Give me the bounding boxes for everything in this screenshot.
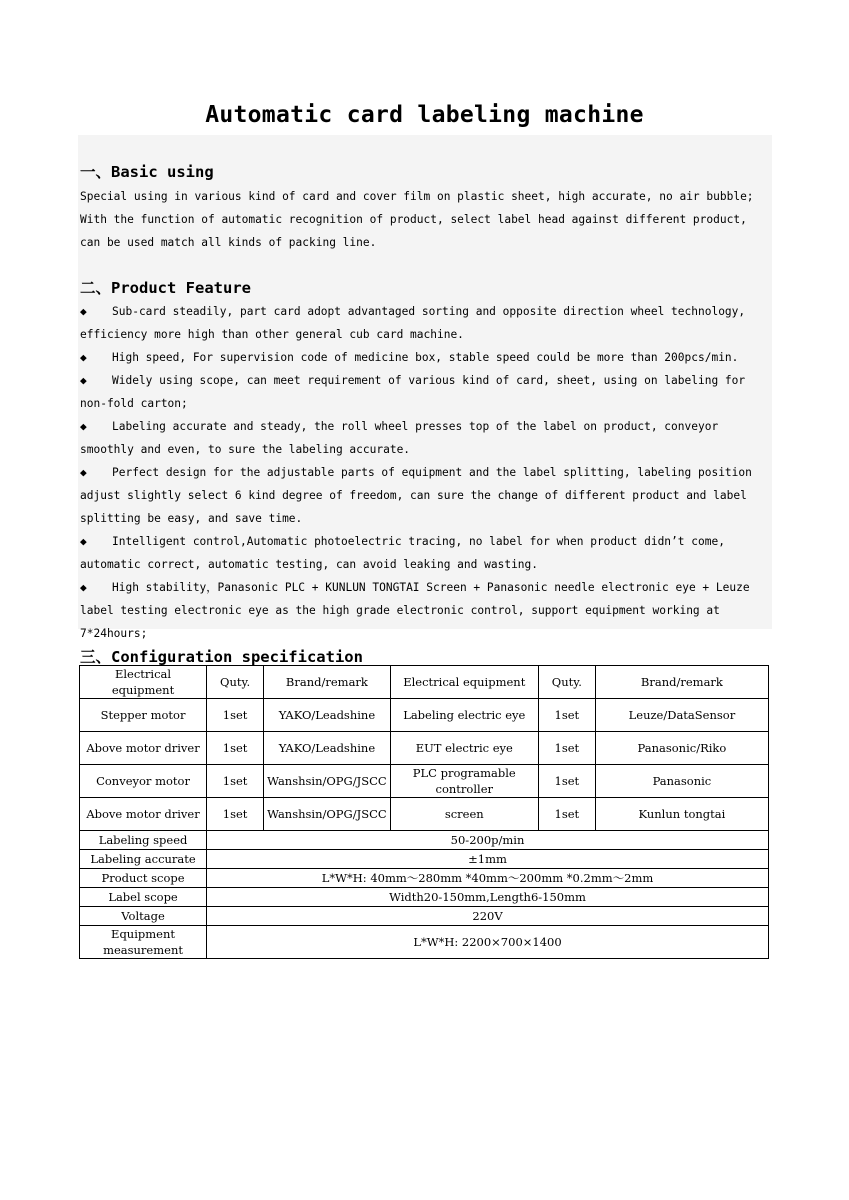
table-header-cell: Electrical equipment [390, 666, 538, 699]
table-cell: 1set [207, 732, 264, 765]
spec-label-cell: Labeling accurate [80, 850, 207, 869]
table-cell: 1set [538, 765, 595, 798]
table-cell: 1set [207, 798, 264, 831]
feature-list [80, 300, 772, 645]
diamond-bullet-icon: ◆ [80, 466, 87, 479]
table-cell: 1set [207, 765, 264, 798]
table-cell: EUT electric eye [390, 732, 538, 765]
table-row [80, 699, 769, 732]
table-header-cell: Electrical equipment [80, 666, 207, 699]
table-cell: 1set [207, 699, 264, 732]
table-header-cell: Quty. [207, 666, 264, 699]
spec-label-cell: Label scope [80, 888, 207, 907]
table-cell: 1set [538, 699, 595, 732]
table-cell: Panasonic/Riko [595, 732, 768, 765]
diamond-bullet-icon: ◆ [80, 351, 87, 364]
table-cell: 1set [538, 798, 595, 831]
table-row [80, 888, 769, 907]
diamond-bullet-icon: ◆ [80, 581, 87, 594]
configuration-table [79, 665, 769, 959]
spec-value-cell: L*W*H: 2200×700×1400 [207, 926, 769, 959]
table-cell: Kunlun tongtai [595, 798, 768, 831]
spec-label-cell: Equipment measurement [80, 926, 207, 959]
table-cell: screen [390, 798, 538, 831]
feature-item: ◆ Labeling accurate and steady, the roll wheel presses top of the label on product, conveyor smoothly and even, to sure the labeling accurate. [80, 415, 772, 461]
table-row [80, 850, 769, 869]
table-header-cell: Quty. [538, 666, 595, 699]
table-cell: Conveyor motor [80, 765, 207, 798]
feature-item: ◆ Perfect design for the adjustable parts of equipment and the label splitting, labeling position adjust slightly select 6 kind degree of freedom, can sure the change of different product and label splitting be easy, and save time. [80, 461, 772, 530]
diamond-bullet-icon: ◆ [80, 420, 87, 433]
table-cell: Wanshsin/OPG/JSCC [264, 765, 391, 798]
feature-item: ◆ High stability，Panasonic PLC + KUNLUN TONGTAI Screen + Panasonic needle electronic eye + Leuze label testing electronic eye as the high grade electronic control, support equipment working at 7*24hours; [80, 576, 772, 645]
page-title: Automatic card labeling machine [205, 102, 644, 128]
table-cell: Above motor driver [80, 798, 207, 831]
feature-item: ◆ Intelligent control,Automatic photoelectric tracing, no label for when product didn’t come, automatic correct, automatic testing, can avoid leaking and wasting. [80, 530, 772, 576]
spec-value-cell: 50-200p/min [207, 831, 769, 850]
spec-label-cell: Product scope [80, 869, 207, 888]
spec-label-cell: Voltage [80, 907, 207, 926]
basic-using-text: Special using in various kind of card and cover film on plastic sheet, high accurate, no air bubble; With the function of automatic recognition of product, select label head against different product, can be used match all kinds of packing line. [80, 190, 754, 249]
table-cell: YAKO/Leadshine [264, 699, 391, 732]
table-cell: Labeling electric eye [390, 699, 538, 732]
spec-value-cell: ±1mm [207, 850, 769, 869]
table-cell: Stepper motor [80, 699, 207, 732]
feature-item: ◆ Sub-card steadily, part card adopt advantaged sorting and opposite direction wheel technology, efficiency more high than other general cub card machine. [80, 300, 772, 346]
table-header-cell: Brand/remark [595, 666, 768, 699]
spec-value-cell: Width20-150mm,Length6-150mm [207, 888, 769, 907]
table-row [80, 907, 769, 926]
basic-using-heading: 一、Basic using [80, 163, 214, 181]
table-cell: PLC programable controller [390, 765, 538, 798]
table-cell: YAKO/Leadshine [264, 732, 391, 765]
table-cell: Panasonic [595, 765, 768, 798]
table-cell: Leuze/DataSensor [595, 699, 768, 732]
diamond-bullet-icon: ◆ [80, 535, 87, 548]
diamond-bullet-icon: ◆ [80, 374, 87, 387]
feature-item: ◆ High speed, For supervision code of medicine box, stable speed could be more than 200pcs/min. [80, 346, 772, 369]
table-row [80, 869, 769, 888]
table-row [80, 798, 769, 831]
table-row [80, 765, 769, 798]
table-row [80, 831, 769, 850]
table-row [80, 926, 769, 959]
table-cell: 1set [538, 732, 595, 765]
table-row [80, 732, 769, 765]
spec-value-cell: L*W*H: 40mm～280mm *40mm～200mm *0.2mm～2mm [207, 869, 769, 888]
spec-value-cell: 220V [207, 907, 769, 926]
table-cell: Wanshsin/OPG/JSCC [264, 798, 391, 831]
product-feature-heading: 二、Product Feature [80, 279, 251, 297]
table-header-cell: Brand/remark [264, 666, 391, 699]
feature-item: ◆ Widely using scope, can meet requirement of various kind of card, sheet, using on labeling for non-fold carton; [80, 369, 772, 415]
table-header-row [80, 666, 769, 699]
configuration-heading: 三、Configuration specification [80, 648, 363, 666]
diamond-bullet-icon: ◆ [80, 305, 87, 318]
table-cell: Above motor driver [80, 732, 207, 765]
spec-label-cell: Labeling speed [80, 831, 207, 850]
